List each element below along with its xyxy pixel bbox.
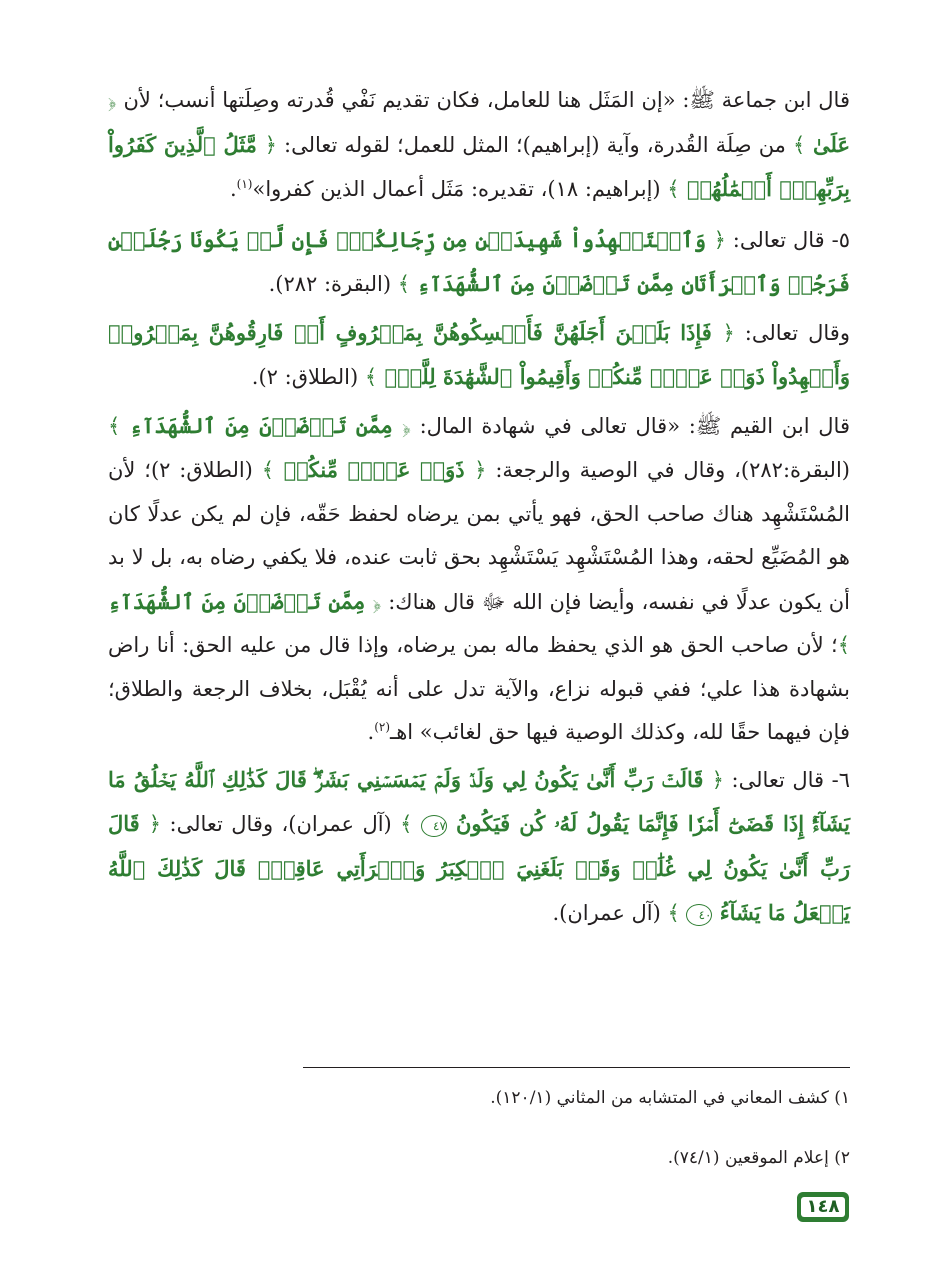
body-text: (آل عمران). <box>552 901 668 925</box>
quran-verse: وَٱسۡتَشۡهِدُواْ شَهِيدَيۡنِ مِن رِّجَالِكُمۡۖ فَإِن لَّمۡ يَكُونَا رَجُلَيۡنِ فَرَجُلٞ وَٱمۡرَأَتَانِ مِمَّن تَرۡضَوۡنَ مِنَ ٱلشُّهَدَآءِ <box>108 226 850 296</box>
body-text: وقال تعالى: <box>734 320 850 345</box>
ornate-bracket: ﴾ <box>667 901 687 925</box>
ornate-bracket: ﴾ <box>364 365 378 389</box>
body-text: . <box>367 720 375 744</box>
quran-verse: فَإِذَا بَلَغۡنَ أَجَلَهُنَّ فَأَمۡسِكُوهُنَّ بِمَعۡرُوفٍ أَوۡ فَارِقُوهُنَّ بِمَعۡرُوفٖ وَأَشۡهِدُواْ ذَوَيۡ عَدۡلٖ مِّنكُمۡ وَأَقِيمُواْ ٱلشَّهَٰدَةَ لِلَّهِۚ <box>108 319 850 389</box>
footnote-divider <box>303 1067 850 1068</box>
body-text: قال ابن القيم ﷺ: «قال تعالى في شهادة المال: <box>410 413 850 438</box>
quran-verse: قَالَتۡ رَبِّ أَنَّىٰ يَكُونُ لِي وَلَدٞ وَلَمۡ يَمۡسَسۡنِي بَشَرٞۖ قَالَ كَذَٰلِكِ ٱللَّهُ يَخۡلُقُ مَا يَشَآءُۚ إِذَا قَضَىٰٓ أَمۡرٗا فَإِنَّمَا يَقُولُ لَهُۥ كُن فَيَكُونُ <box>108 766 850 836</box>
page-number-badge <box>797 1192 849 1222</box>
quran-verse: مَّثَلُ ٱلَّذِينَ كَفَرُواْ بِرَبِّهِمْۖ أَعۡمَٰلُهُمۡ <box>108 131 850 201</box>
ornate-bracket: ﴿ <box>108 88 117 112</box>
ornate-bracket: ﴾ <box>667 177 680 201</box>
ornate-bracket: ﴾ <box>793 132 806 157</box>
footnote-2: ٢) إعلام الموقعين (٧٤/١). <box>667 1148 850 1168</box>
ornate-bracket: ﴿ <box>713 227 726 252</box>
ornate-bracket: ﴿ <box>148 812 162 836</box>
ornate-bracket: ﴿ <box>372 589 382 614</box>
paragraph-verse-5 <box>108 218 850 307</box>
quran-verse: مِمَّن تَرۡضَوۡنَ مِنَ ٱلشُّهَدَآءِ <box>108 588 373 614</box>
ornate-bracket: ﴿ <box>722 320 735 345</box>
ornate-bracket: ﴿ <box>402 413 411 438</box>
body-text: (البقرة:٢٨٢)، وقال في الوصية والرجعة: <box>486 458 850 482</box>
paragraph-ibn-jamaah <box>108 78 850 212</box>
body-text: (الطلاق: ٢). <box>251 365 365 389</box>
paragraph-verse-6 <box>108 758 850 936</box>
quran-verse: ذَوَيۡ عَدۡلٖ مِّنكُمۡ <box>274 457 475 482</box>
body-text: ٥- قال تعالى: <box>725 227 850 252</box>
footnote-ref: (٢) <box>374 720 391 734</box>
body-text: ٦- قال تعالى: <box>723 767 851 792</box>
quran-verse: عَلَىٰ <box>805 131 850 157</box>
quran-verse: مِمَّن تَرۡضَوۡنَ مِنَ ٱلشُّهَدَآءِ <box>120 412 403 438</box>
ornate-bracket: ﴾ <box>108 413 121 438</box>
footnotes <box>303 1086 850 1206</box>
ornate-bracket: ﴾ <box>400 812 421 836</box>
paragraph-talaq-verse <box>108 311 850 400</box>
ornate-bracket: ﴿ <box>711 767 724 792</box>
main-text <box>108 78 850 936</box>
footnote-1: ١) كشف المعاني في المتشابه من المثاني (١٢٠/١). <box>490 1088 850 1108</box>
paragraph-ibn-qayyim <box>108 404 850 755</box>
ornate-bracket: ﴾ <box>837 633 850 657</box>
body-text: قال ابن جماعة ﷺ: «إن المَثَل هنا للعامل، فكان تقديم نَفْي قُدرته وصِلَتها أنسب؛ لأن <box>116 88 850 112</box>
ornate-bracket: ﴾ <box>261 458 275 482</box>
body-text: ؛ لأن صاحب الحق هو الذي يحفظ ماله بمن يرضاه، وإذا قال من عليه الحق: أنا راض بشهادة هذا علي؛ ففي قبوله نزاع، والآية تدل على أنه يُقْبَل، بخلاف الرجعة والطلاق؛ فإن فيهما حقًا لله، وكذلك الوصية فيها حق لغائب» اهـ <box>108 633 850 744</box>
footnote-ref: (١) <box>236 177 253 191</box>
quran-verse: قَالَ رَبِّ أَنَّىٰ يَكُونُ لِي غُلَٰمٞ وَقَدۡ بَلَغَنِيَ ٱلۡكِبَرُ وَٱمۡرَأَتِي عَاقِرٞۖ قَالَ كَذَٰلِكَ ٱللَّهُ يَفۡعَلُ مَا يَشَآءُ <box>108 811 850 925</box>
ayah-number-marker: ٤٧ <box>421 815 447 837</box>
body-text: (آل عمران)، وقال تعالى: <box>161 812 401 836</box>
body-text: . <box>229 177 237 201</box>
ornate-bracket: ﴿ <box>474 458 487 482</box>
ornate-bracket: ﴾ <box>397 272 410 296</box>
page-number: ١٤٨ <box>801 1197 846 1217</box>
body-text: (البقرة: ٢٨٢). <box>268 272 398 296</box>
body-text: من صِلَة القُدرة، وآية (إبراهيم)؛ المثل للعمل؛ لقوله تعالى: <box>276 132 793 157</box>
ornate-bracket: ﴿ <box>264 132 277 157</box>
body-text: (الطلاق: ٢)؛ لأن المُسْتَشْهِد هناك صاحب الحق، فهو يأتي بمن يرضاه لحفظ حَقّه، فإن لم يكن عدلًا كان هو المُضَيِّع لحقه، وهذا المُسْتَشْهِد يَسْتَشْهِد بحق ثابت عنده، فلا يكفي رضاه به، بل لا بد أن يكون عدلًا في نفسه، وأيضا فإن الله ﷻ قال هناك: <box>108 458 850 614</box>
body-text: (إبراهيم: ١٨)، تقديره: مَثَل أعمال الذين كفروا» <box>252 177 668 201</box>
ayah-number-marker: ٤٠ <box>686 904 712 926</box>
